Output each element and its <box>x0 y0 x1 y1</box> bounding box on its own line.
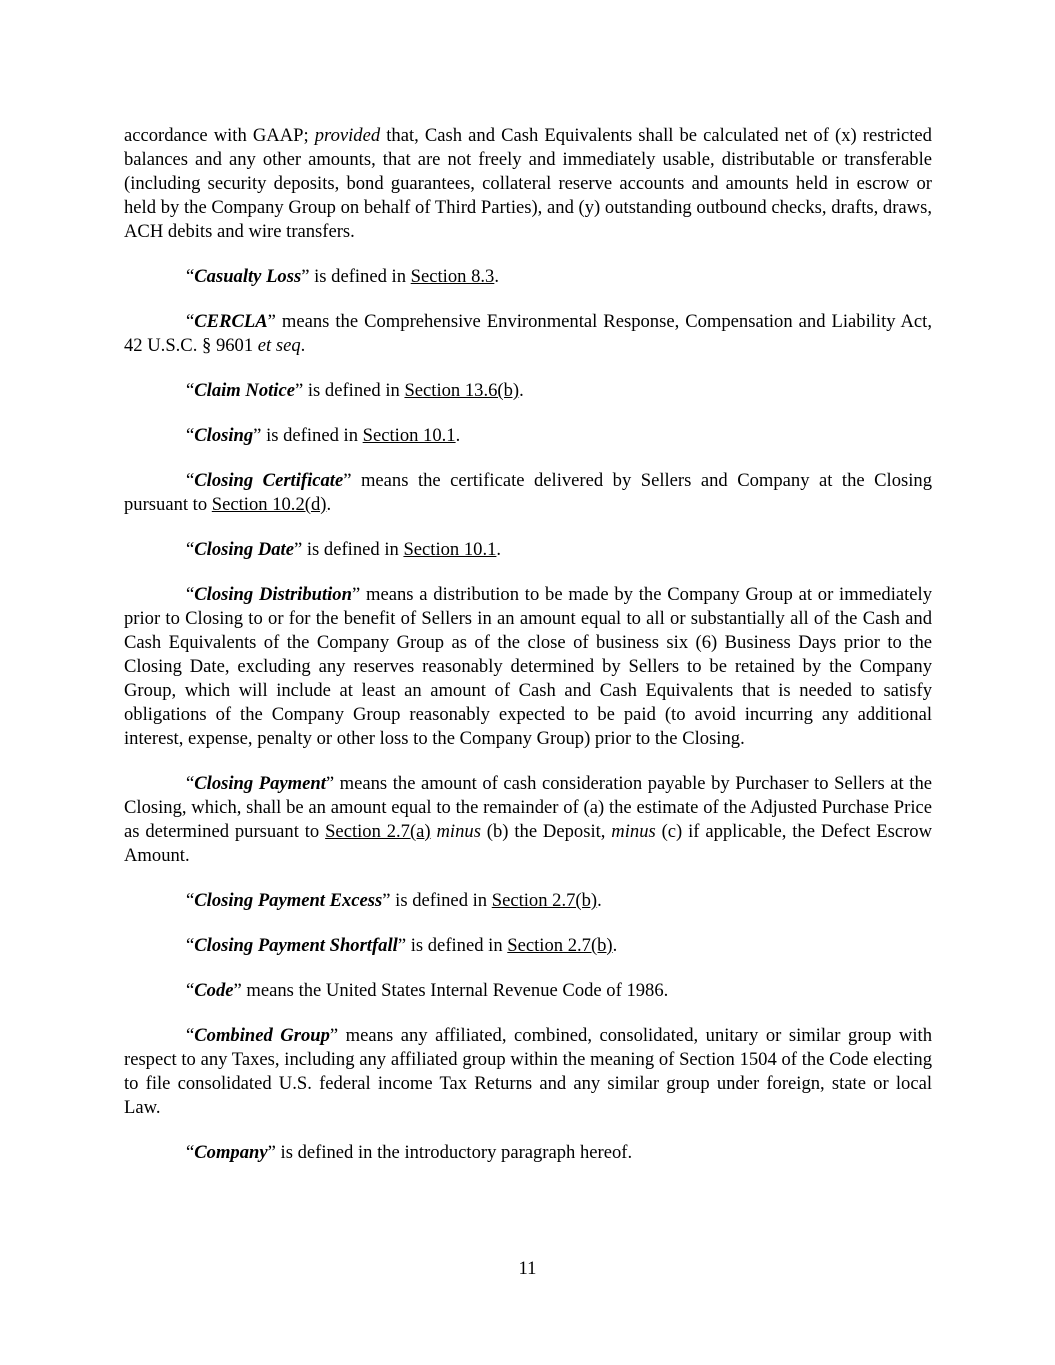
definition-casualty-loss: “Casualty Loss” is defined in Section 8.3. <box>186 266 499 287</box>
defined-term: Combined Group <box>194 1025 330 1046</box>
definition-company: “Company” is defined in the introductory paragraph hereof. <box>186 1142 633 1163</box>
defined-term: Closing Distribution <box>194 584 352 605</box>
definition-combined-group: “Combined Group” means any affiliated, combined, consolidated, unitary or similar group with respect to any Taxes, including any affiliated group within the meaning of Section 1504 of the Code electing to file consolidated U.S. federal income Tax Returns and any similar group under foreign, state or local Law. <box>124 1025 932 1118</box>
definition-closing-distribution: “Closing Distribution” means a distribution to be made by the Company Group at or immediately prior to Closing to or for the benefit of Sellers in an amount equal to all or substantially all of the Cash and Cash Equivalents of the Company Group as of the close of business six (6) Business Days prior to the Closing Date, excluding any reserves reasonably determined by Sellers to be retained by the Company Group, which will include at least an amount of Cash and Cash Equivalents that is needed to satisfy obligations of the Company Group reasonably expected to be paid (to avoid incurring any additional interest, expense, penalty or other loss to the Company Group) prior to the Closing. <box>124 584 932 749</box>
defined-term: Closing Payment Shortfall <box>194 935 398 956</box>
definition-closing-payment: “Closing Payment” means the amount of cash consideration payable by Purchaser to Sellers at the Closing, which, shall be an amount equal to the remainder of (a) the estimate of the Adjusted Purchase Price as determined pursuant to Section 2.7(a) minus (b) the Deposit, minus (c) if applicable, the Defect Escrow Amount. <box>124 773 932 866</box>
section-reference: Section 13.6(b) <box>404 380 520 401</box>
italic-text: et seq <box>257 335 301 356</box>
section-reference: Section 10.1 <box>362 425 456 446</box>
section-reference: Section 2.7(b) <box>507 935 613 956</box>
definition-closing-payment-excess: “Closing Payment Excess” is defined in Section 2.7(b). <box>186 890 602 911</box>
definition-closing: “Closing” is defined in Section 10.1. <box>186 425 461 446</box>
defined-term: Closing <box>194 425 254 446</box>
section-reference: Section 10.2(d) <box>211 494 327 515</box>
defined-term: CERCLA <box>194 311 268 332</box>
defined-term: Closing Payment Excess <box>194 890 383 911</box>
section-reference: Section 8.3 <box>410 266 495 287</box>
defined-term: Closing Payment <box>194 773 326 794</box>
italic-text: minus <box>436 821 481 842</box>
definition-closing-certificate: “Closing Certificate” means the certificate delivered by Sellers and Company at the Closing pursuant to Section 10.2(d). <box>124 470 932 515</box>
italic-text: provided <box>314 125 381 146</box>
definition-closing-date: “Closing Date” is defined in Section 10.1. <box>186 539 502 560</box>
defined-term: Closing Date <box>194 539 294 560</box>
document-body <box>124 124 932 1186</box>
defined-term: Company <box>194 1142 268 1163</box>
italic-text: minus <box>611 821 656 842</box>
cash-equivalents-continuation <box>124 124 932 244</box>
defined-term: Claim Notice <box>194 380 295 401</box>
section-reference: Section 2.7(a) <box>325 821 431 842</box>
definition-claim-notice: “Claim Notice” is defined in Section 13.6(b). <box>186 380 524 401</box>
text: accordance with GAAP; <box>124 125 315 146</box>
defined-term: Casualty Loss <box>194 266 302 287</box>
page-number: 11 <box>518 1258 537 1279</box>
section-reference: Section 2.7(b) <box>491 890 598 911</box>
defined-term: Code <box>194 980 234 1001</box>
definition-code: “Code” means the United States Internal Revenue Code of 1986. <box>186 980 669 1001</box>
text: that, Cash and Cash Equivalents shall be calculated net of (x) restricted balances and any other amounts, that are not freely and immediately usable, distributable or transferable (including security deposits, bond guarantees, collateral reserve accounts and amounts held in escrow or held by the Company Group on behalf of Third Parties), and (y) outstanding outbound checks, drafts, draws, ACH debits and wire transfers. <box>124 125 932 242</box>
defined-term: Closing Certificate <box>194 470 344 491</box>
definition-cercla: “CERCLA” means the Comprehensive Environmental Response, Compensation and Liability Act, 42 U.S.C. § 9601 et seq. <box>124 311 932 356</box>
section-reference: Section 10.1 <box>403 539 497 560</box>
definition-closing-payment-shortfall: “Closing Payment Shortfall” is defined in Section 2.7(b). <box>186 935 618 956</box>
